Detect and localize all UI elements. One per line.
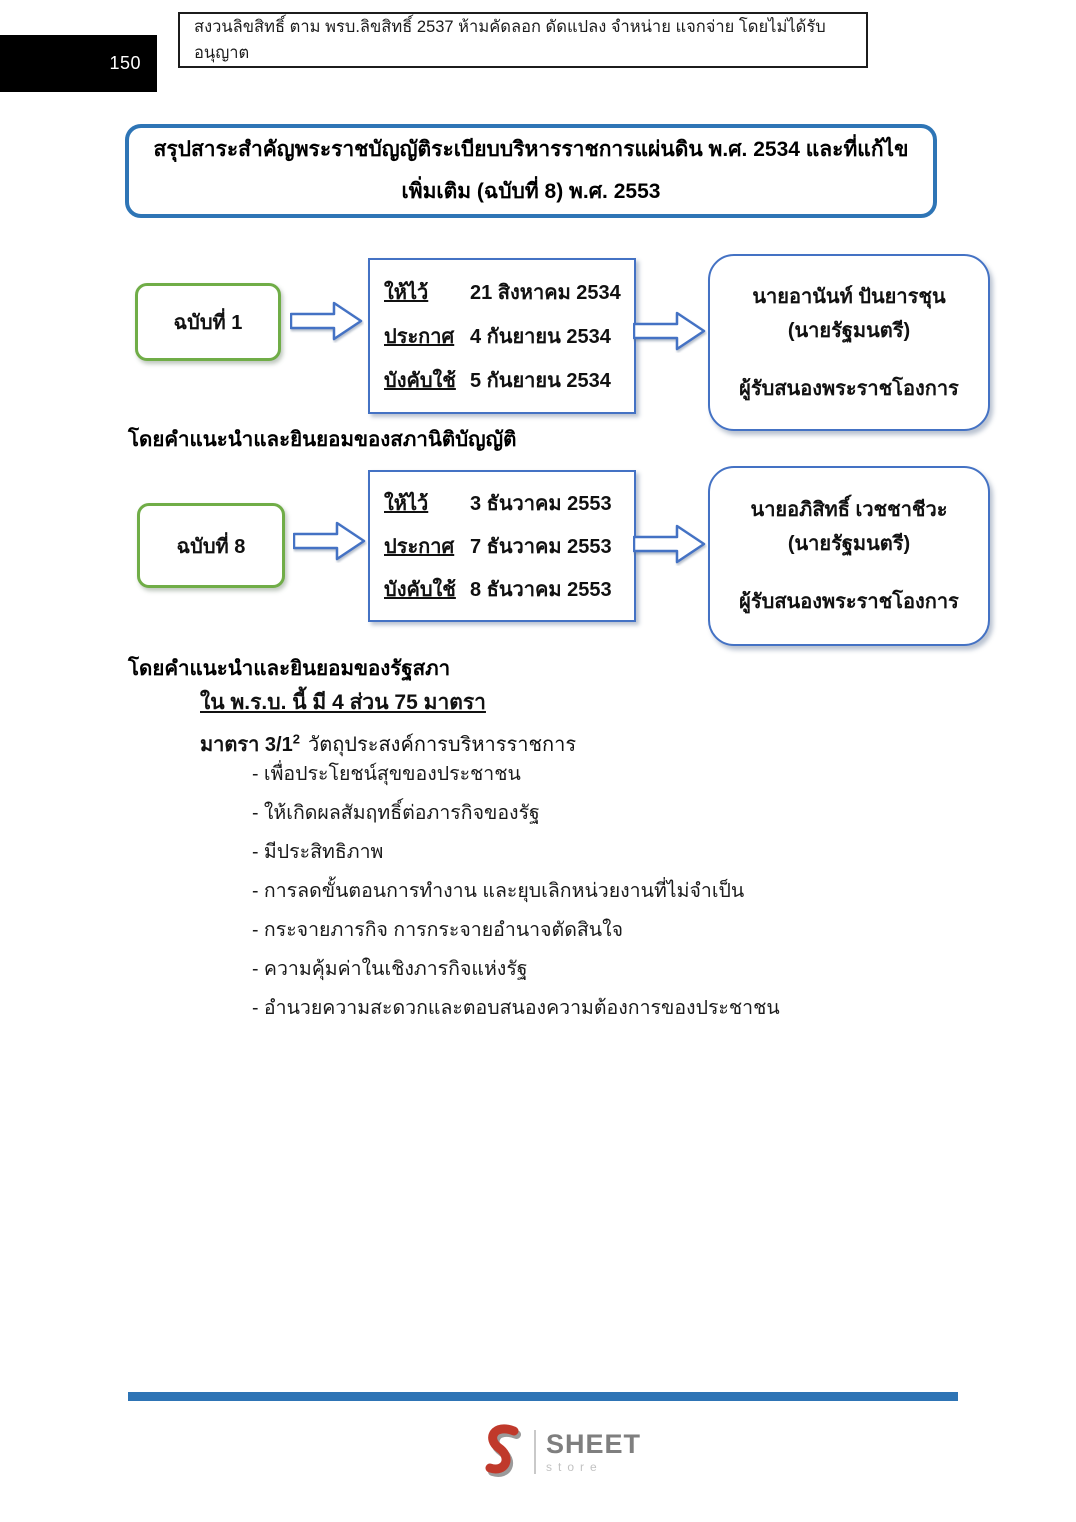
edition-8-note: โดยคำแนะนำและยินยอมของรัฐสภา: [128, 657, 451, 680]
list-item: - มีประสิทธิภาพ: [252, 841, 384, 863]
edition-1-dates-box: [368, 258, 636, 414]
page-number-box: [0, 35, 157, 92]
list-item: - เพื่อประโยชน์สุขของประชาชน: [252, 763, 521, 785]
section-line: [200, 728, 576, 760]
section-number: มาตรา $3/1^2$: [200, 731, 300, 756]
footnote-superscript: 2: [292, 731, 300, 747]
list-item: - การลดขั้นตอนการทำงาน และยุบเลิกหน่วยงานที่ไม่จำเป็น: [252, 880, 745, 902]
date-label: บังคับใช้: [384, 370, 456, 392]
signer-title: (นายรัฐมนตรี): [787, 319, 911, 342]
date-row: [384, 487, 628, 519]
edition-8-box: [137, 503, 285, 588]
objective-list: [252, 763, 872, 1020]
list-item: - ให้เกิดผลสัมฤทธิ์ต่อภารกิจของรัฐ: [252, 802, 540, 824]
list-item: - ความคุ้มค่าในเชิงภารกิจแห่งรัฐ: [252, 958, 528, 980]
date-row: [384, 530, 628, 562]
arrow-right-icon: [290, 299, 364, 343]
arrow-right-icon: [633, 309, 707, 353]
date-value: 7 ธันวาคม 2553: [470, 536, 612, 558]
logo-divider: [534, 1430, 536, 1474]
document-title: สรุปสาระสำคัญพระราชบัญญัติระเบียบบริหารราชการแผ่นดิน พ.ศ. 2534 และที่แก้ไขเพิ่มเติม (ฉบับที่ 8) พ.ศ. 2553: [153, 138, 909, 203]
edition-1-label: ฉบับที่ 1: [173, 312, 243, 334]
date-row: [384, 364, 628, 396]
brand-logo: [478, 1416, 641, 1488]
date-row: [384, 276, 628, 308]
signer-role: ผู้รับสนองพระราชโองการ: [739, 591, 959, 613]
section-title: วัตถุประสงค์การบริหารราชการ: [307, 734, 577, 756]
page-number: 150: [109, 53, 141, 73]
list-item: - กระจายภารกิจ การกระจายอำนาจตัดสินใจ: [252, 919, 624, 941]
brand-subtitle: store: [546, 1460, 603, 1474]
date-label: ประกาศ: [384, 536, 455, 558]
footer-divider: [128, 1392, 958, 1401]
date-value: 4 กันยายน 2534: [470, 326, 611, 348]
arrow-right-icon: [633, 522, 707, 566]
signer-name: นายอภิสิทธิ์ เวชชาชีวะ: [750, 499, 948, 521]
date-label: บังคับใช้: [384, 579, 456, 601]
date-value: 21 สิงหาคม 2534: [470, 282, 621, 304]
date-row: [384, 320, 628, 352]
date-value: 3 ธันวาคม 2553: [470, 493, 612, 515]
copyright-notice-box: [178, 12, 868, 68]
list-item: - อำนวยความสะดวกและตอบสนองความต้องการของประชาชน: [252, 997, 780, 1019]
date-value: 5 กันยายน 2534: [470, 370, 611, 392]
signer-name: นายอานันท์ ปันยารชุน: [752, 285, 946, 308]
copyright-text: สงวนลิขสิทธิ์ ตาม พรบ.ลิขสิทธิ์ 2537 ห้ามคัดลอก ดัดแปลง จำหน่าย แจกจ่าย โดยไม่ได้รับอนุญาต: [194, 18, 826, 62]
edition-8-dates-box: [368, 470, 636, 622]
edition-8-signer-box: [708, 466, 990, 646]
s-mark-icon: [478, 1421, 524, 1483]
edition-8-label: ฉบับที่ 8: [176, 535, 246, 558]
date-label: ให้ไว้: [384, 493, 429, 515]
date-label: ให้ไว้: [384, 282, 429, 304]
signer-role: ผู้รับสนองพระราชโองการ: [739, 377, 959, 400]
brand-name: SHEET: [546, 1429, 642, 1459]
document-title-box: [125, 124, 937, 218]
edition-1-note: โดยคำแนะนำและยินยอมของสภานิติบัญญัติ: [128, 428, 517, 451]
edition-1-box: [135, 283, 281, 361]
brand-text: [546, 1431, 641, 1473]
edition-1-signer-box: [708, 254, 990, 431]
date-value: 8 ธันวาคม 2553: [470, 579, 612, 601]
date-row: [384, 573, 628, 605]
arrow-right-icon: [293, 519, 367, 563]
body-heading: ใน พ.ร.บ. นี้ มี 4 ส่วน 75 มาตรา: [200, 691, 486, 714]
signer-title: (นายรัฐมนตรี): [787, 533, 911, 555]
date-label: ประกาศ: [384, 326, 455, 348]
